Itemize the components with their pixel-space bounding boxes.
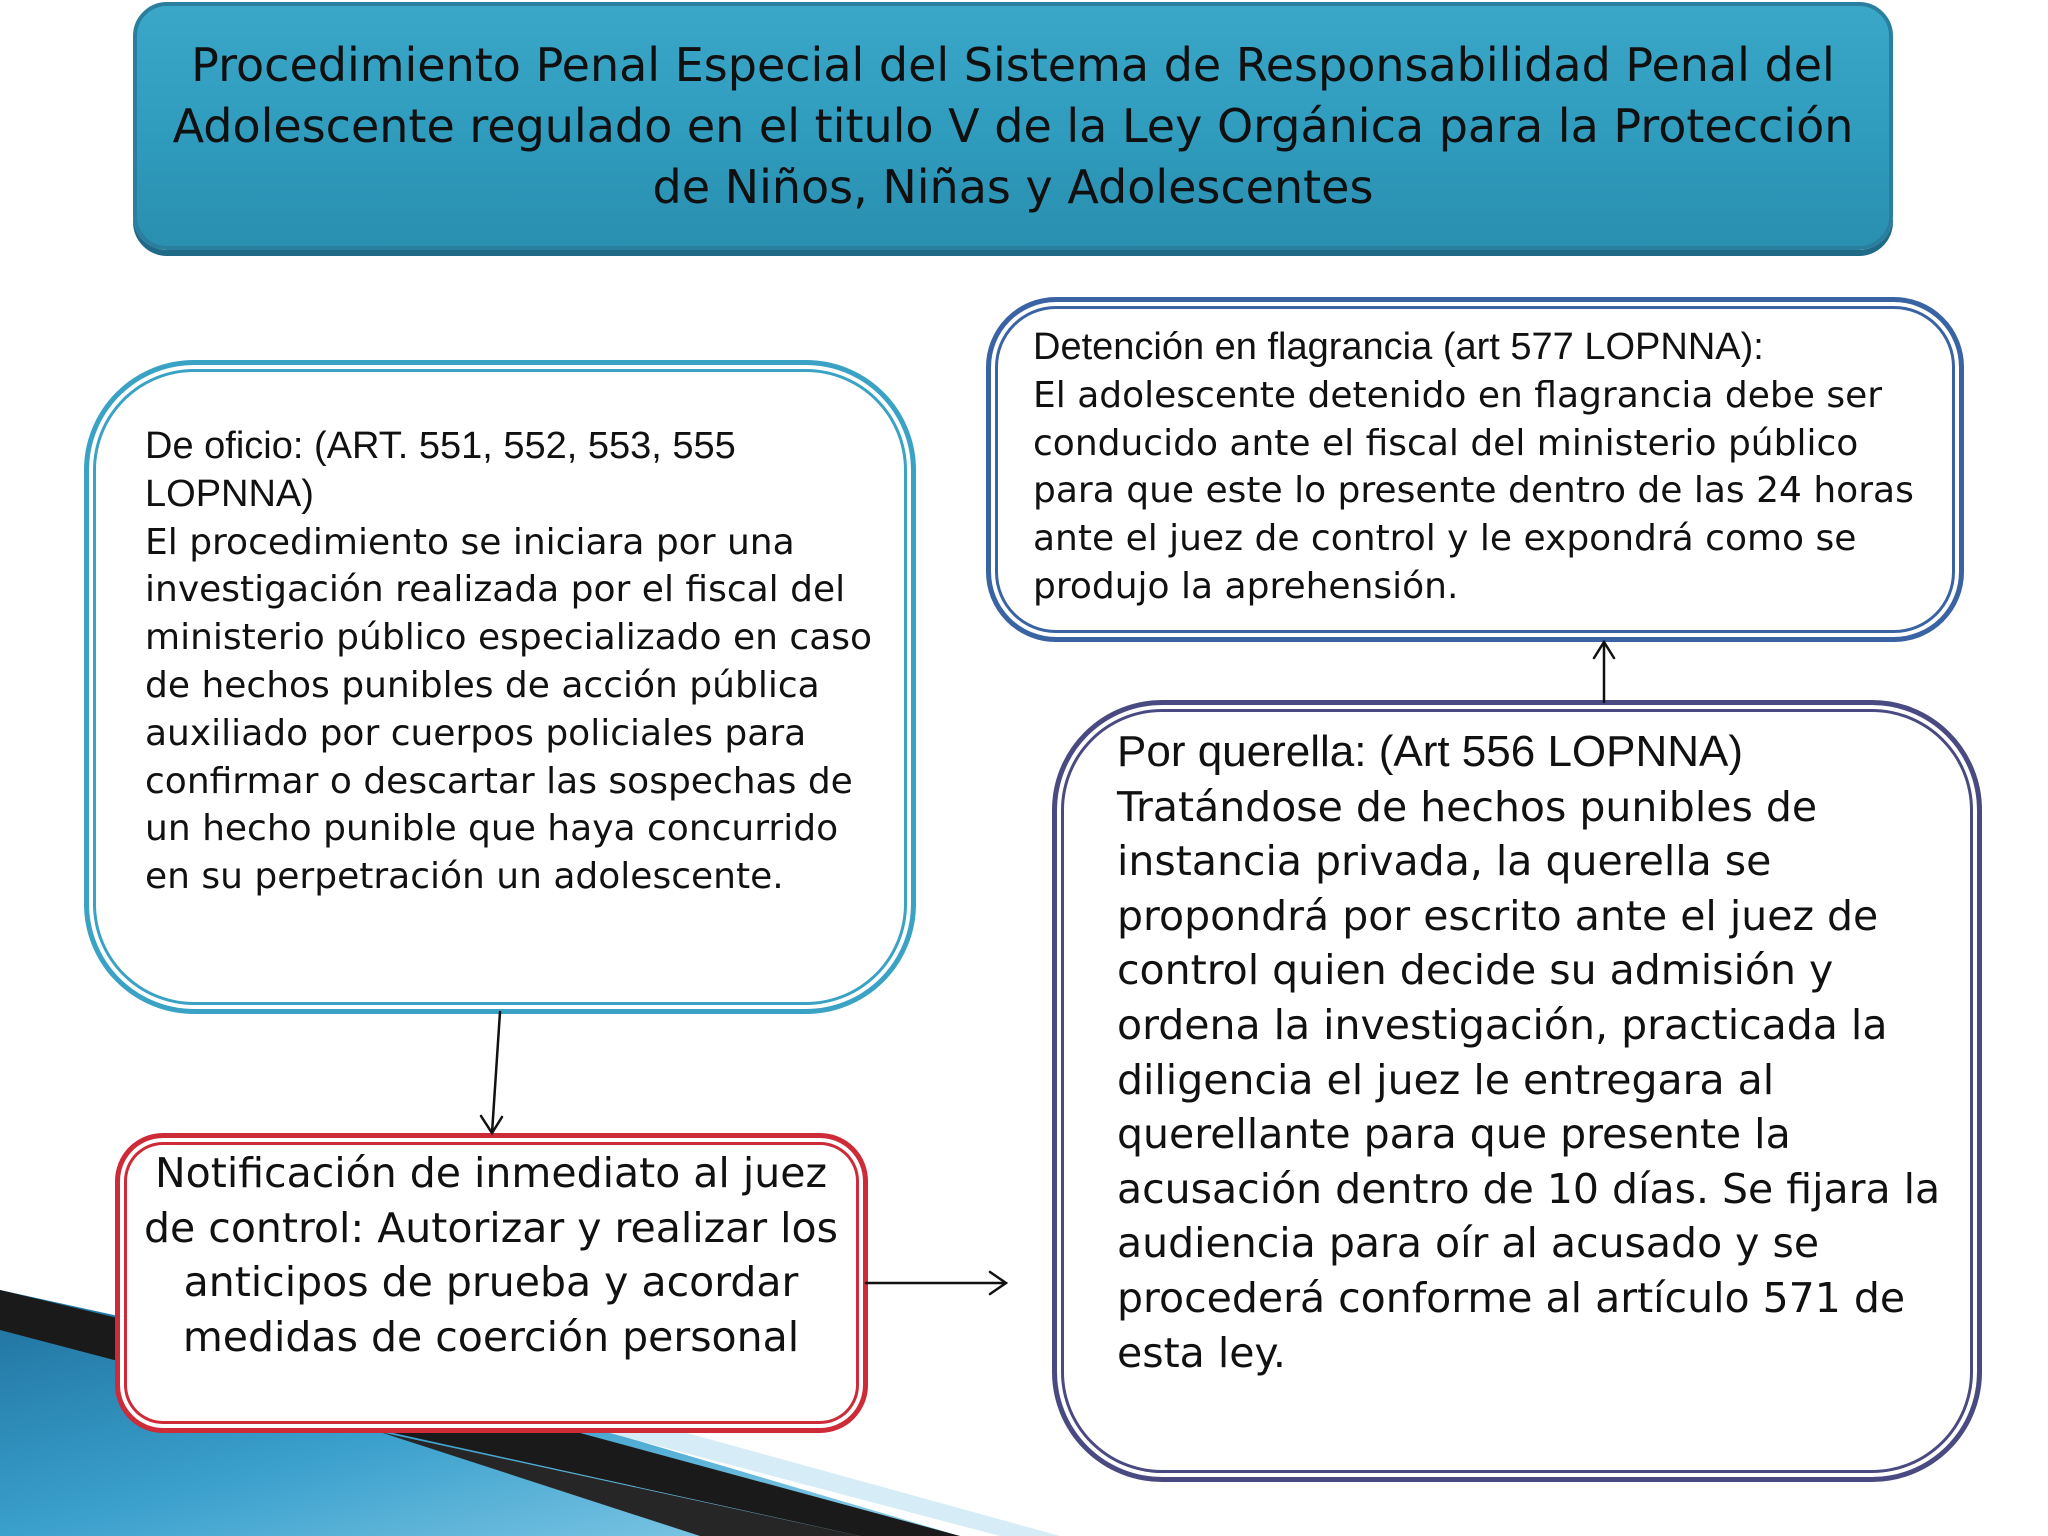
box-detencion-flagrancia <box>986 297 1964 642</box>
diagram-title: Procedimiento Penal Especial del Sistema de Responsabilidad Penal del Adolescente regulado en el titulo V de la Ley Orgánica para la Protección de Niños, Niñas y Adolescentes <box>172 37 1854 214</box>
box-de-oficio-heading-line1: De oficio: (ART. 551, 552, 553, 555 <box>145 425 736 467</box>
box-de-oficio-content <box>145 423 885 901</box>
box-por-querella <box>1052 700 1982 1482</box>
box-de-oficio-heading-line2: LOPNNA) <box>145 472 314 515</box>
box-de-oficio-body: El procedimiento se iniciara por una investigación realizada por el fiscal del ministerio público especializado en caso de hechos punibles de acción pública auxiliado por cuerpos policiales para confirmar o descartar las sospechas de un hecho punible que haya concurrido en su perpetración un adolescente. <box>145 521 873 898</box>
box-notificacion <box>115 1133 868 1433</box>
box-detencion-flagrancia-heading: Detención en flagrancia (art 577 LOPNNA): <box>1033 326 1764 368</box>
box-detencion-flagrancia-body: El adolescente detenido en flagrancia debe ser conducido ante el fiscal del ministerio público para que este lo presente dentro de las 24 horas ante el juez de control y le expondrá como se produjo la aprehensión. <box>1033 374 1914 607</box>
box-por-querella-body: Tratándose de hechos punibles de instancia privada, la querella se propondrá por escrito ante el juez de control quien decide su admisión y ordena la investigación, practicada la diligencia el juez le entregara al querellante para que presente la acusación dentro de 10 días. Se fijara la audiencia para oír al acusado y se procederá conforme al artículo 571 de esta ley. <box>1117 782 1941 1377</box>
title-banner <box>133 2 1893 250</box>
box-por-querella-content <box>1117 725 1967 1380</box>
box-detencion-flagrancia-content <box>1033 324 1943 611</box>
box-por-querella-heading: Por querella: (Art 556 LOPNNA) <box>1117 727 1744 776</box>
box-notificacion-body: Notificación de inmediato al juez de control: Autorizar y realizar los anticipos de prueba y acordar medidas de coerción personal <box>144 1149 838 1361</box>
box-de-oficio <box>84 360 916 1014</box>
